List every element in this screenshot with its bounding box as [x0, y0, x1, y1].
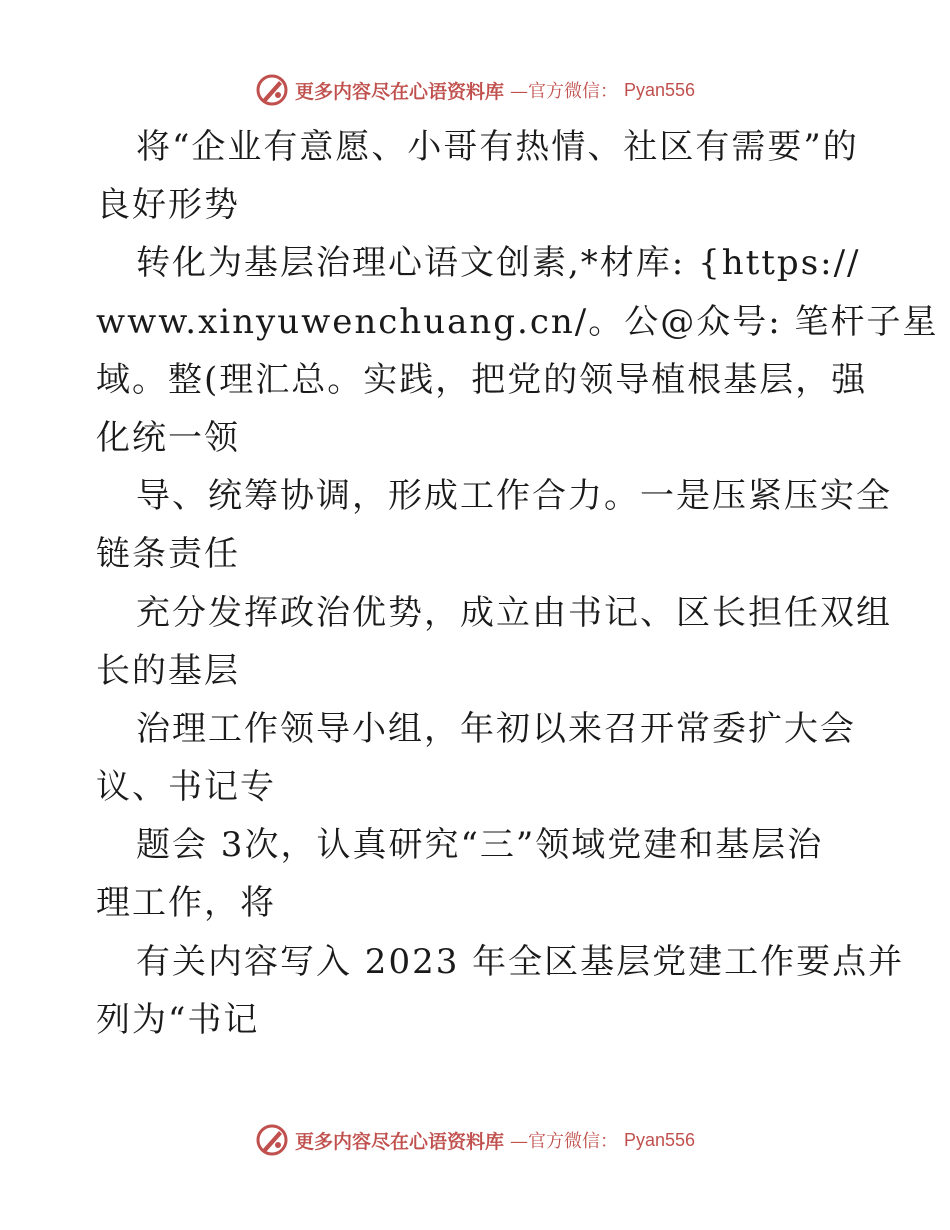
pen-logo-icon — [255, 1123, 289, 1157]
text-line: 将“企业有意愿、小哥有热情、社区有需要”的 — [136, 127, 859, 167]
banner-main-text: 更多内容尽在心语资料库 — [294, 1130, 504, 1153]
text-line: 议、书记专 — [96, 767, 276, 808]
text-line: 链条责任 — [96, 534, 240, 575]
text-line: 导、统筹协调，形成工作合力。一是压紧压实全 — [136, 476, 892, 517]
text-line: 题会 3次，认真研究“三”领域党建和基层治 — [136, 825, 824, 866]
text-line: 长的基层 — [96, 650, 240, 691]
text-line: 列为“书记 — [96, 999, 260, 1040]
text-line: 有关内容写入 2023 年全区基层党建工作要点并 — [136, 941, 905, 982]
banner-main-text: 更多内容尽在心语资料库 — [294, 80, 504, 103]
pen-logo-icon — [255, 73, 289, 107]
text-line: 化统一领 — [96, 417, 240, 458]
banner-sub-text: —官方微信： — [509, 1131, 618, 1152]
text-line: 充分发挥政治优势，成立由书记、区长担任双组 — [136, 592, 892, 633]
text-line: 治理工作领导小组，年初以来召开常委扩大会 — [136, 708, 856, 749]
text-line: 理工作，将 — [96, 883, 276, 924]
text-line: 域。整(理汇总。实践，把党的领导植根基层，强 — [96, 359, 868, 400]
text-line: www.xinyuwenchuang.cn/。公@众号: 笔杆子星 — [96, 301, 939, 342]
banner-wechat-id: Pyan556 — [623, 1129, 696, 1150]
banner-sub-text: —官方微信： — [509, 81, 618, 102]
header-banner — [0, 70, 950, 110]
banner-wechat-id: Pyan556 — [623, 79, 696, 100]
document-body — [96, 118, 939, 1049]
text-line: 转化为基层治理心语文创素,*材库: {https:// — [136, 243, 861, 284]
footer-banner — [0, 1120, 950, 1160]
text-line: 良好形势 — [96, 185, 240, 226]
